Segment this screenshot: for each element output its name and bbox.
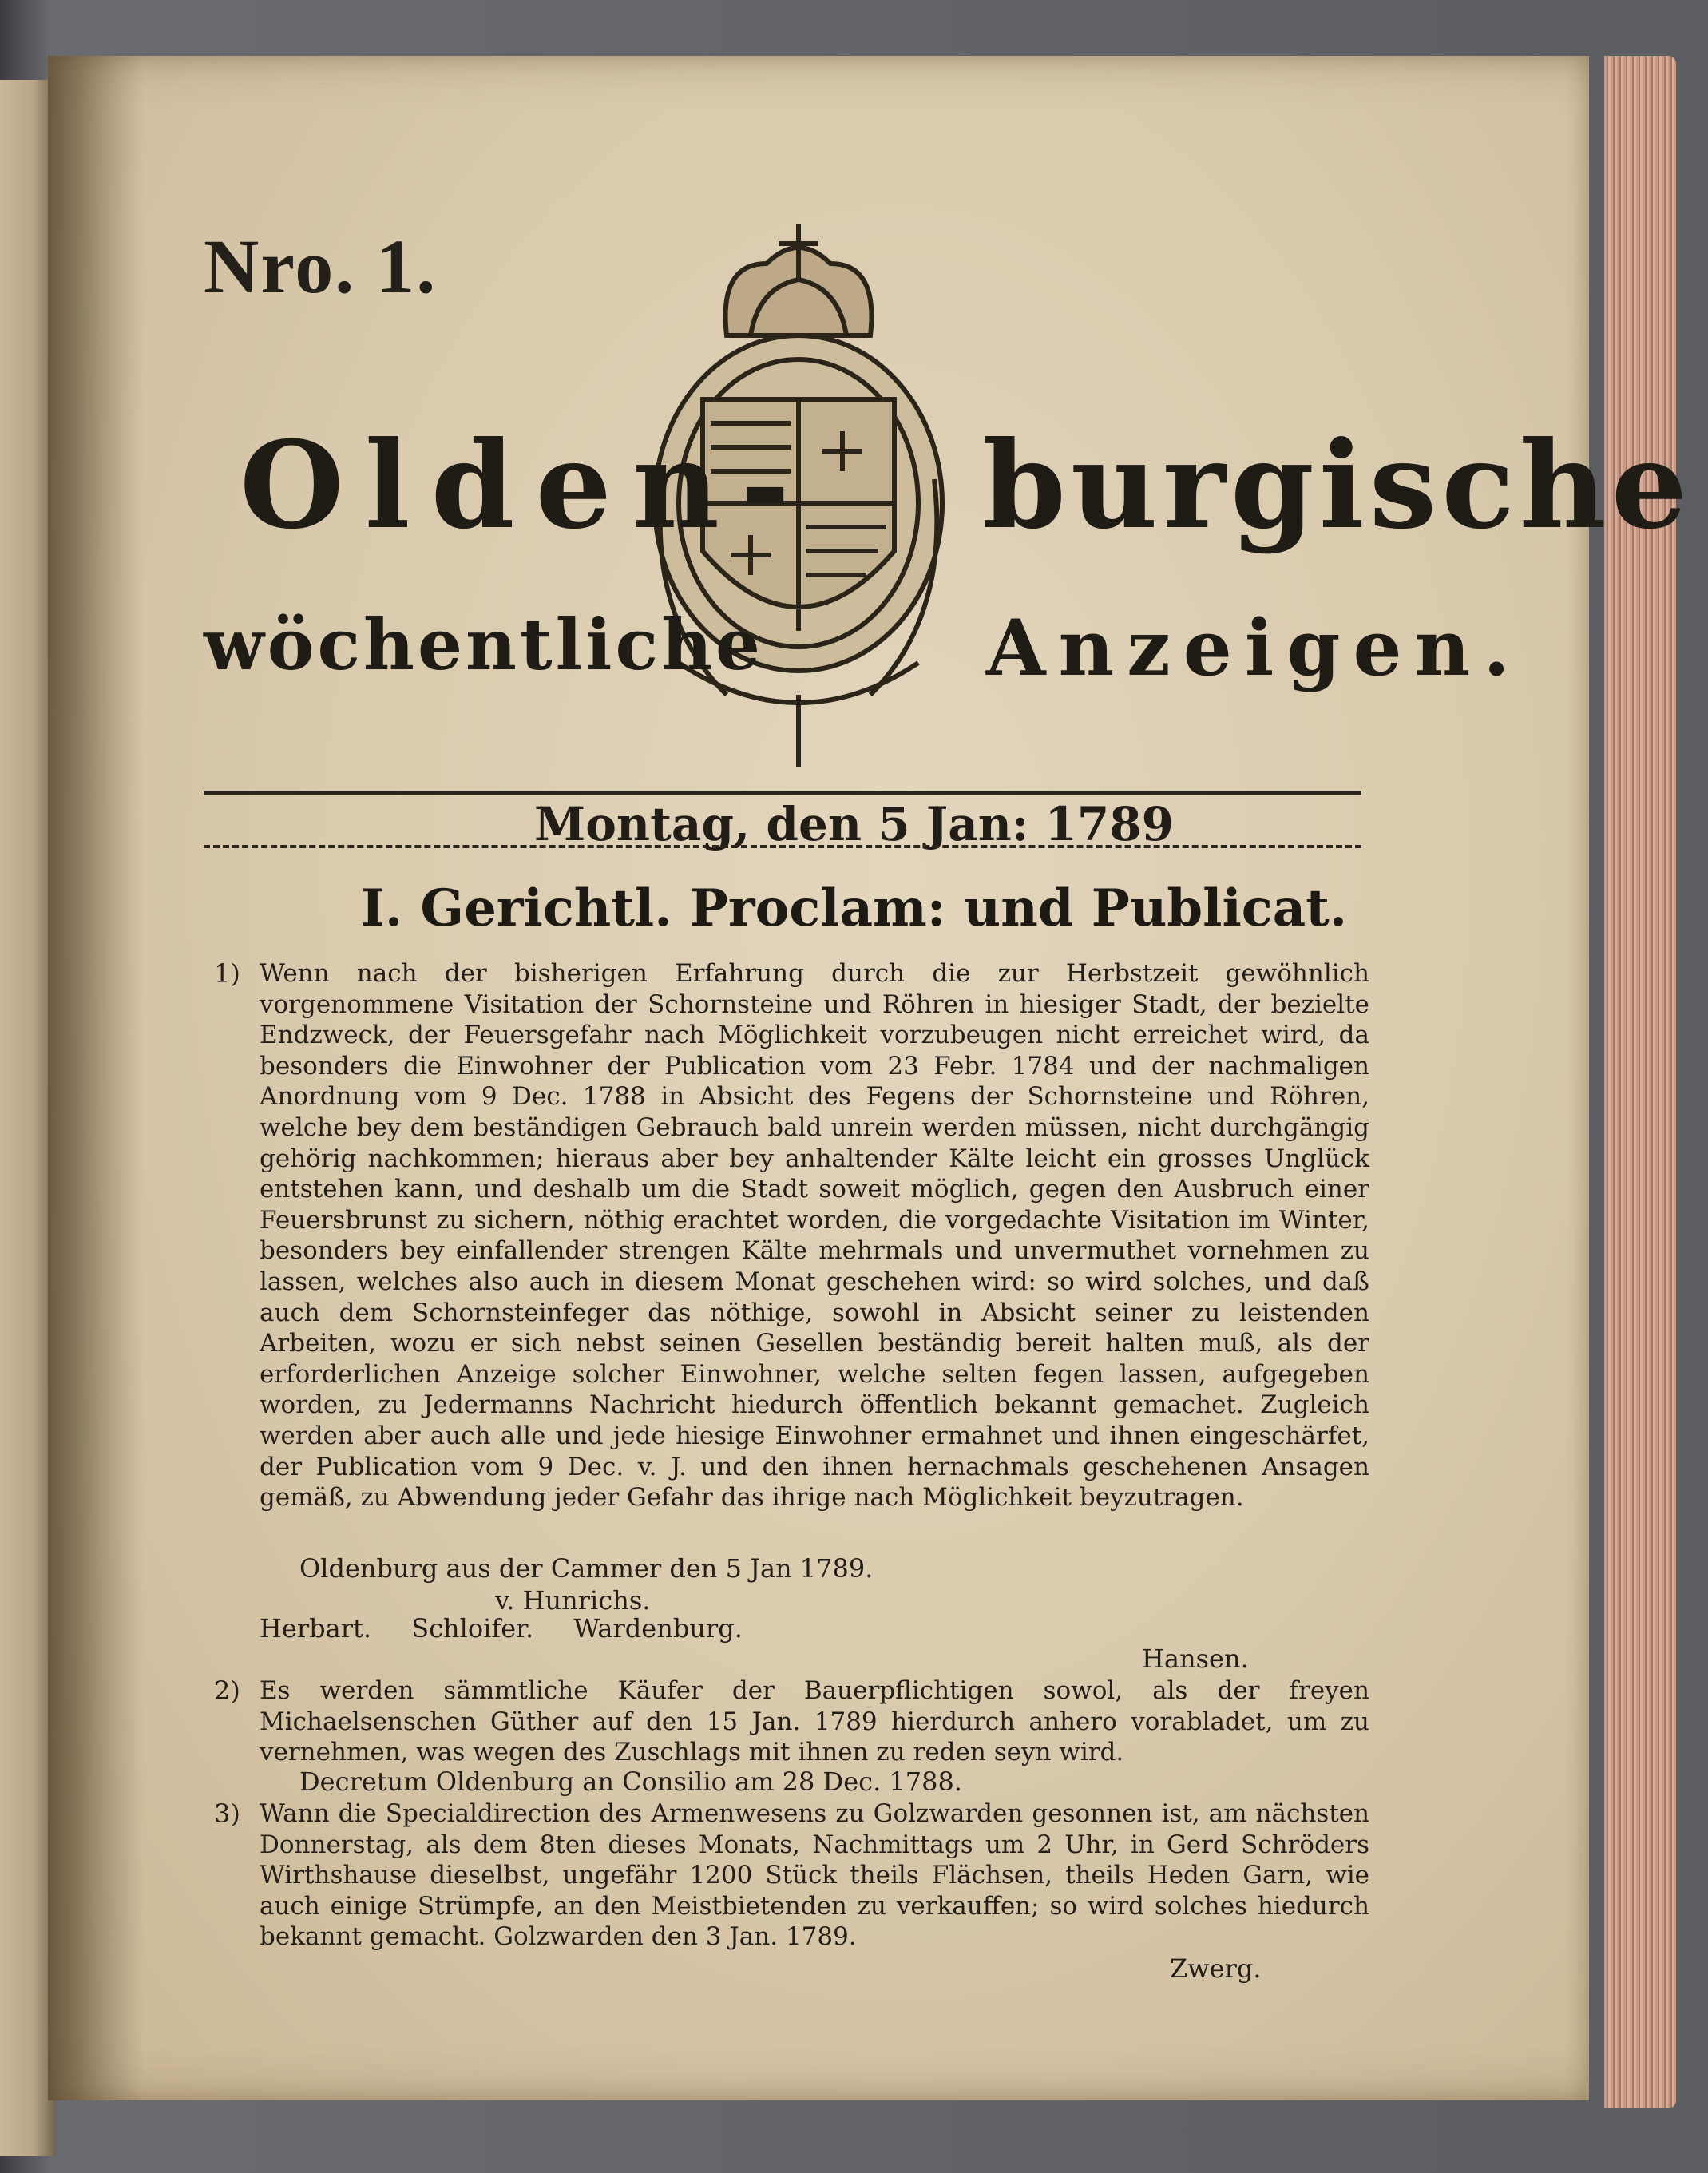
- item-text: Wenn nach der bisherigen Erfahrung durch die zur Herbstzeit gewöhnlich vorgenommene Visitation der Schornsteine und Röhren in hiesiger Stadt, der bezielte Endzweck, der Feuersgefahr nach Möglichkeit vorzubeugen nicht erreichet wird, da besonders die Einwohner der Publication vom 23 Febr. 1784 und der nachmaligen Anordnung vom 9 Dec. 1788 in Absicht des Fegens der Schornsteine und Röhren, welche bey dem beständigen Gebrauch bald unrein werden müssen, nicht durchgängig gehörig nachkommen; hieraus aber bey anhaltender Kälte leicht ein grosses Unglück entstehen kann, und deshalb um die Stadt soweit möglich, gegen den Ausbruch einer Feuersbrunst zu sichern, nöthig erachtet worden, die vorgedachte Visitation im Winter, besonders bey einfallender strengen Kälte mehrmals und unvermuthet vornehmen zu lassen, welches also auch in diesem Monat geschehen wird: so wird solches, und daß auch dem Schornsteinfeger das nöthige, sowohl in Absicht seiner zu leistenden Arbeiten, wozu er sich nebst seinen Gesellen beständig bereit halten muß, als der erforderlichen Anzeige solcher Einwohner, welche selten fegen lassen, aufgegeben worden, zu Jedermanns Nachricht hiedurch öffentlich bekannt gemachet. Zugleich werden aber auch alle und jede hiesige Einwohner ermahnet und ihnen eingeschärfet, der Publication vom 9 Dec. v. J. und den ihnen hernachmals geschehenen Ansagen gemäß, zu Abwendung jeder Gefahr das ihrige nach Möglichkeit beyzutragen.: [260, 959, 1369, 1513]
- signature: Hansen.: [1142, 1644, 1249, 1674]
- item-number: 3): [214, 1798, 240, 1829]
- masthead-rule-bottom: [204, 845, 1361, 848]
- issue-number: Nro. 1.: [204, 224, 438, 309]
- item-number: 1): [214, 958, 240, 989]
- masthead-rule-top: [204, 791, 1361, 795]
- item-place-date: Decretum Oldenburg an Consilio am 28 Dec. 1788.: [299, 1767, 963, 1797]
- subtitle-left: wöchentliche: [204, 603, 764, 686]
- item-number: 2): [214, 1675, 240, 1706]
- subtitle-right: Anzeigen.: [986, 603, 1523, 693]
- title-right: burgische: [982, 415, 1693, 556]
- item-text: Es werden sämmtliche Käufer der Bauerpflichtigen sowol, als der freyen Michaelsenschen Güther auf den 15 Jan. 1789 hierdurch anhero vorabladet, um zu vernehmen, was wegen des Zuschlags mit ihnen zu reden seyn wird.: [260, 1676, 1369, 1767]
- signature: Zwerg.: [1170, 1953, 1262, 1984]
- title-left: Olden-: [240, 415, 811, 556]
- issue-date: Montag, den 5 Jan: 1789: [534, 797, 1174, 851]
- item-place-date: Oldenburg aus der Cammer den 5 Jan 1789.: [299, 1553, 874, 1584]
- page-block-edges: [1604, 56, 1676, 2108]
- signature: v. Hunrichs.: [495, 1585, 651, 1616]
- signatures-row: Herbart. Schloifer. Wardenburg.: [260, 1613, 743, 1644]
- item-text: Wann die Specialdirection des Armenwesens zu Golzwarden gesonnen ist, am nächsten Donnerstag, als dem 8ten dieses Monats, Nachmittags um 2 Uhr, in Gerd Schröders Wirthshause dieselbst, ungefähr 1200 Stück theils Flächsen, theils Heden Garn, wie auch einige Strümpfe, an den Meistbietenden zu verkauffen; so wird solches hiedurch bekannt gemacht. Golzwarden den 3 Jan. 1789.: [260, 1799, 1369, 1952]
- section-heading: I. Gerichtl. Proclam: und Publicat.: [360, 878, 1348, 938]
